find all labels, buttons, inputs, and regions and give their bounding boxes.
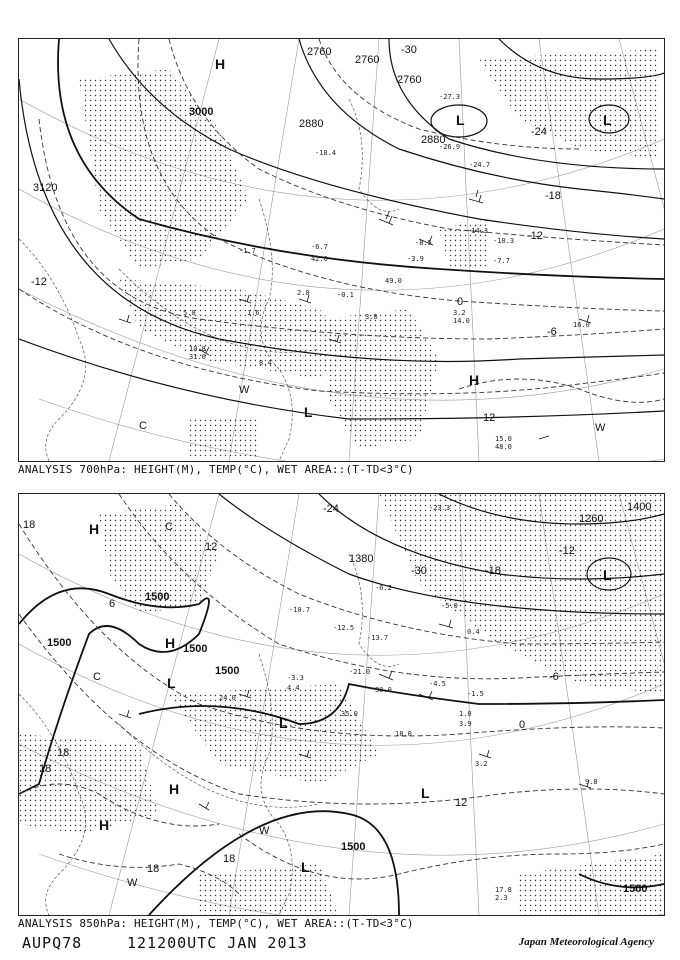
caption-850hpa: ANALYSIS 850hPa: HEIGHT(M), TEMP(°C), WET AREA::(T-TD<3°C) [18,917,414,930]
temp-label: -12 [559,545,575,557]
station-value: -3.3 [287,674,304,682]
temp-label: -6 [549,671,559,683]
station-value: 3.0 [365,313,378,321]
caption-700hpa: ANALYSIS 700hPa: HEIGHT(M), TEMP(°C), WET AREA::(T-TD<3°C) [18,463,414,476]
wet-areas [79,49,659,459]
station-value: -13.7 [367,634,389,642]
height-label: 2760 [355,54,380,66]
station-value: 42.0 [311,255,328,263]
chart-700hpa [18,38,665,462]
temp-label: 18 [39,763,52,775]
station-value: 9.8 [585,778,598,786]
station-value: -0.1 [337,291,354,299]
temp-label: 6 [109,598,116,610]
wind-mark: C [93,671,101,683]
temp-label: 12 [455,797,468,809]
low-symbol: L [603,567,612,583]
station-value: -4.5 [429,680,446,688]
temp-label: 18 [223,853,236,865]
temp-label: -12 [31,276,47,288]
station-value: 10.8 [189,345,206,353]
station-value: -8.5 [415,239,432,247]
station-value: 17.8 [495,886,512,894]
high-symbol: H [99,817,110,833]
temp-label: -18 [545,190,561,202]
temp-label: -6 [547,326,557,338]
station-value: 3.2 [475,760,488,768]
height-label: 1260 [579,513,604,525]
station-value: 49.0 [385,277,402,285]
station-value: -24.7 [469,161,491,169]
height-label: 1500 [341,841,366,853]
temp-label: -24 [531,126,547,138]
station-value: -5.0 [441,602,458,610]
temp-label: -18 [485,565,501,577]
height-label: 1500 [215,665,240,677]
station-value: -12.5 [333,624,355,632]
station-value: -1.7 [239,247,256,255]
height-label: 1500 [623,883,648,895]
chart-code: AUPQ78 [22,934,83,952]
wind-mark: C [139,420,147,432]
temp-label: -30 [401,44,417,56]
height-label: 1500 [47,637,72,649]
low-symbol: L [167,675,176,691]
station-value: 2.3 [495,894,508,902]
station-value: 18.0 [395,730,412,738]
temp-label: 12 [483,412,496,424]
station-value: -21.0 [349,668,371,676]
temp-label: 12 [205,541,218,553]
low-symbol: L [456,112,465,128]
height-label: 2880 [421,134,446,146]
analysis-time: 121200UTC JAN 2013 [127,934,308,952]
low-symbol: L [301,859,310,875]
map-850hpa [19,494,664,915]
chart-850hpa [18,493,665,916]
wind-mark: W [127,877,138,889]
temp-label: 18 [147,863,160,875]
station-value: -26.9 [439,143,461,151]
station-value: 31.0 [189,353,206,361]
station-value: 3.2 [453,309,466,317]
station-value: 16.0 [573,321,590,329]
wind-mark: W [595,422,606,434]
low-symbol: L [304,404,313,420]
temp-label: 18 [57,747,70,759]
wind-mark: W [239,384,250,396]
station-value: -27.3 [439,93,461,101]
height-label: 1380 [349,553,374,565]
high-symbol: H [469,372,480,388]
high-symbol: H [165,635,176,651]
station-value: 2.0 [297,289,310,297]
station-value: 5.0 [183,309,196,317]
station-value: 30.0 [375,686,392,694]
height-label: 2880 [299,118,324,130]
height-label: 1400 [627,501,652,513]
low-symbol: L [279,715,288,731]
station-value: -18.4 [315,149,337,157]
temp-label: 0 [519,719,526,731]
agency-name: Japan Meteorological Agency [518,936,654,948]
temp-label: 0 [457,296,464,308]
temp-label: -24 [323,503,339,515]
station-value: -6.7 [311,243,328,251]
station-value: -10.7 [289,606,311,614]
station-value: -6.2 [375,584,392,592]
station-value: 8.4 [259,359,272,367]
station-value: -10.3 [493,237,515,245]
low-symbol: L [421,785,430,801]
height-label: 1500 [183,643,208,655]
station-value: 24.0 [219,694,236,702]
temp-label: 18 [23,519,36,531]
wind-mark: C [165,521,173,533]
height-label: 3000 [189,106,214,118]
height-label: 2760 [307,46,332,58]
station-value: -7.7 [493,257,510,265]
station-value: 0.4 [467,628,480,636]
station-value: 3.9 [459,720,472,728]
station-value: 4.4 [287,684,300,692]
station-value: -23.3 [429,504,451,512]
station-value: 1.6 [247,309,260,317]
height-label: 3120 [33,182,58,194]
high-symbol: H [215,56,226,72]
high-symbol: H [169,781,180,797]
station-value: 14.0 [453,317,470,325]
map-700hpa [19,39,664,461]
station-value: 1.0 [459,710,472,718]
height-label: 1500 [145,591,170,603]
temp-label: -12 [527,230,543,242]
station-value: -14.3 [467,227,489,235]
station-value: 15.0 [495,435,512,443]
station-value: 35.0 [341,710,358,718]
station-value: -1.5 [467,690,484,698]
station-value: -3.9 [407,255,424,263]
low-symbol: L [603,112,612,128]
wind-mark: W [259,825,270,837]
high-symbol: H [89,521,100,537]
height-label: 2760 [397,74,422,86]
station-value: 48.0 [495,443,512,451]
temp-label: -30 [411,565,427,577]
